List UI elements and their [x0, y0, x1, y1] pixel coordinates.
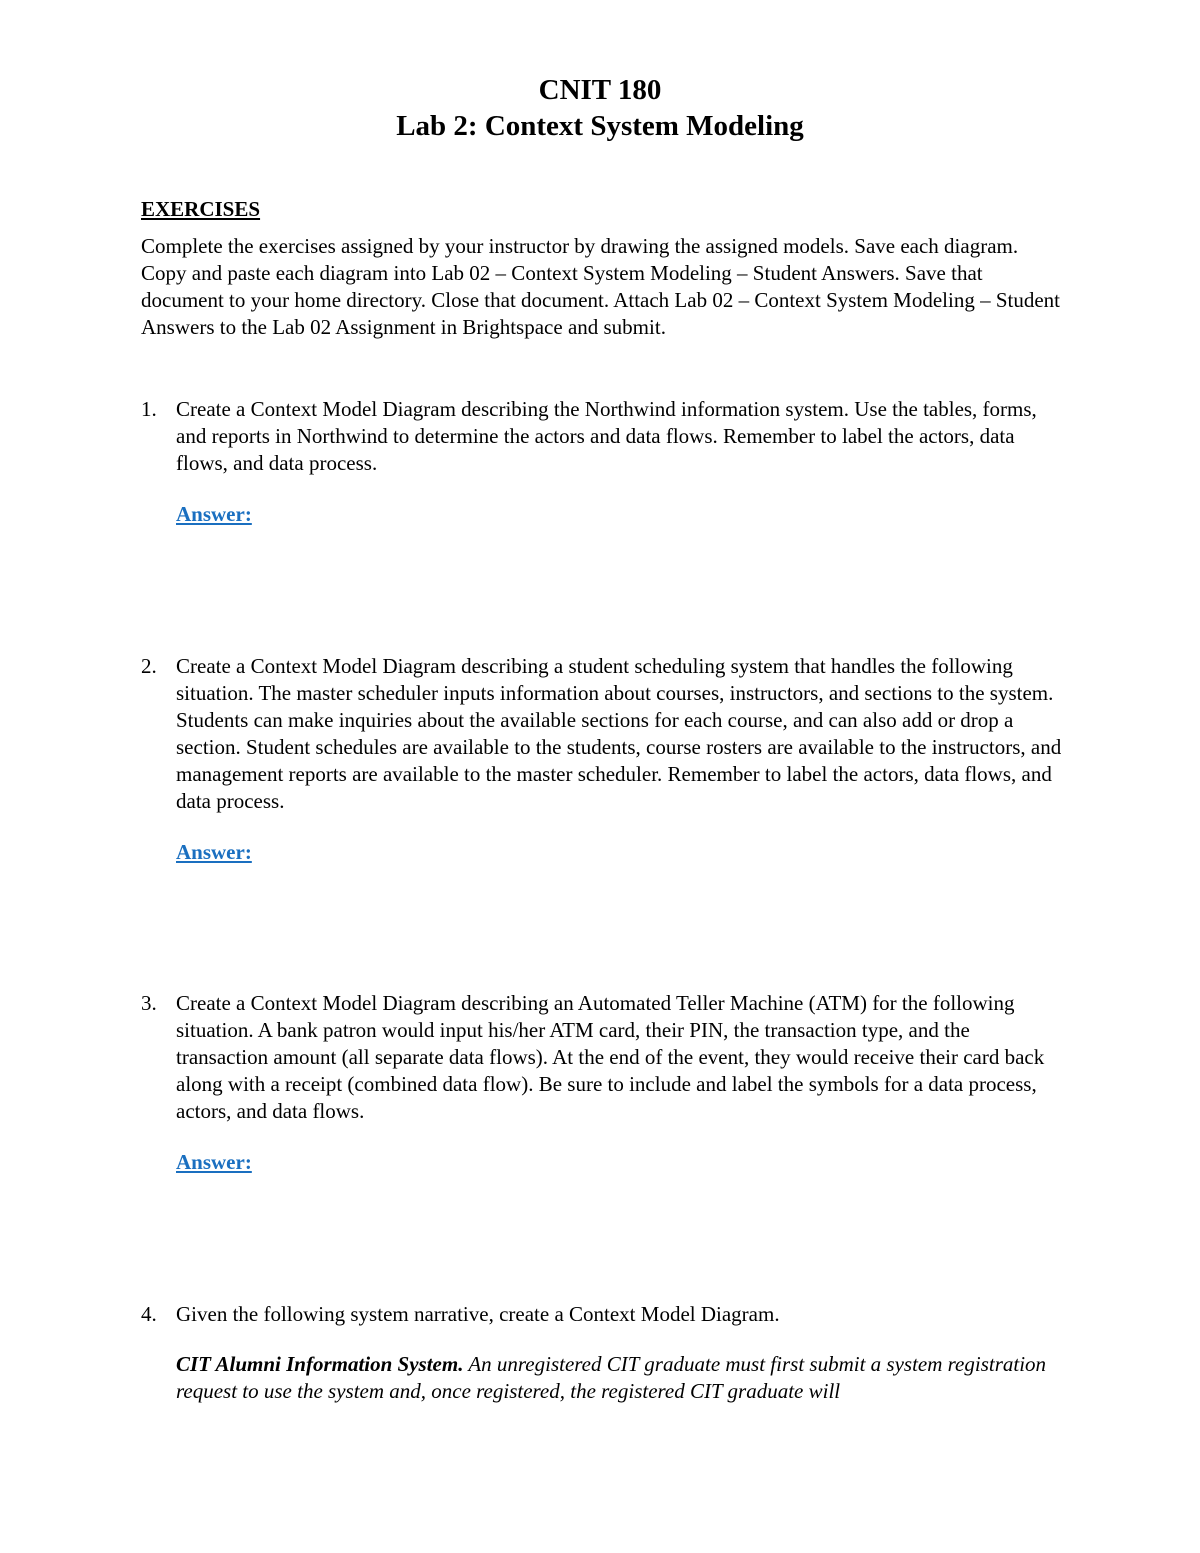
item-number: 4. [141, 1302, 157, 1326]
system-narrative [176, 1351, 1056, 1405]
narrative-body: An unregistered CIT graduate must first submit a system registration request to use the system and, once registered, the registered CIT graduate will [176, 1352, 1047, 1403]
exercise-item-2 [141, 653, 1071, 815]
exercise-item-4 [141, 1301, 1071, 1328]
answer-link-1[interactable]: Answer: [176, 502, 252, 526]
lab-title: Lab 2: Context System Modeling [396, 110, 804, 142]
item-number: 3. [141, 991, 157, 1015]
item-text: Create a Context Model Diagram describing a student scheduling system that handles the following situation. The master scheduler inputs information about courses, instructors, and sections to the system. Students can make inquiries about the available sections for each course, and can also add or drop a section. Student schedules are available to the students, course rosters are available to the instructors, and management reports are available to the master scheduler. Remember to label the actors, data flows, and data process. [176, 654, 1062, 813]
narrative-title: CIT Alumni Information System. [176, 1352, 464, 1376]
item-number: 2. [141, 654, 157, 678]
exercise-item-1 [141, 396, 1071, 477]
answer-link-3[interactable]: Answer: [176, 1150, 252, 1174]
answer-link-2[interactable]: Answer: [176, 840, 252, 864]
document-title-block [0, 72, 1200, 144]
course-code: CNIT 180 [538, 74, 662, 106]
exercises-heading: EXERCISES [141, 197, 261, 221]
item-text: Create a Context Model Diagram describing the Northwind information system. Use the tables, forms, and reports in Northwind to determine the actors and data flows. Remember to label the actors, data flows, and data process. [176, 397, 1037, 475]
item-text: Given the following system narrative, create a Context Model Diagram. [176, 1302, 780, 1326]
item-number: 1. [141, 397, 157, 421]
exercise-item-3 [141, 990, 1071, 1125]
item-text: Create a Context Model Diagram describing an Automated Teller Machine (ATM) for the following situation. A bank patron would input his/her ATM card, their PIN, the transaction type, and the transaction amount (all separate data flows). At the end of the event, they would receive their card back along with a receipt (combined data flow). Be sure to include and label the symbols for a data process, actors, and data flows. [176, 991, 1045, 1123]
exercises-intro: Complete the exercises assigned by your instructor by drawing the assigned models. Save each diagram. Copy and paste each diagram into Lab 02 – Context System Modeling – Student Answers. Save that document to your home directory. Close that document. Attach Lab 02 – Context System Modeling – Student Answers to the Lab 02 Assignment in Brightspace and submit. [141, 234, 1060, 339]
